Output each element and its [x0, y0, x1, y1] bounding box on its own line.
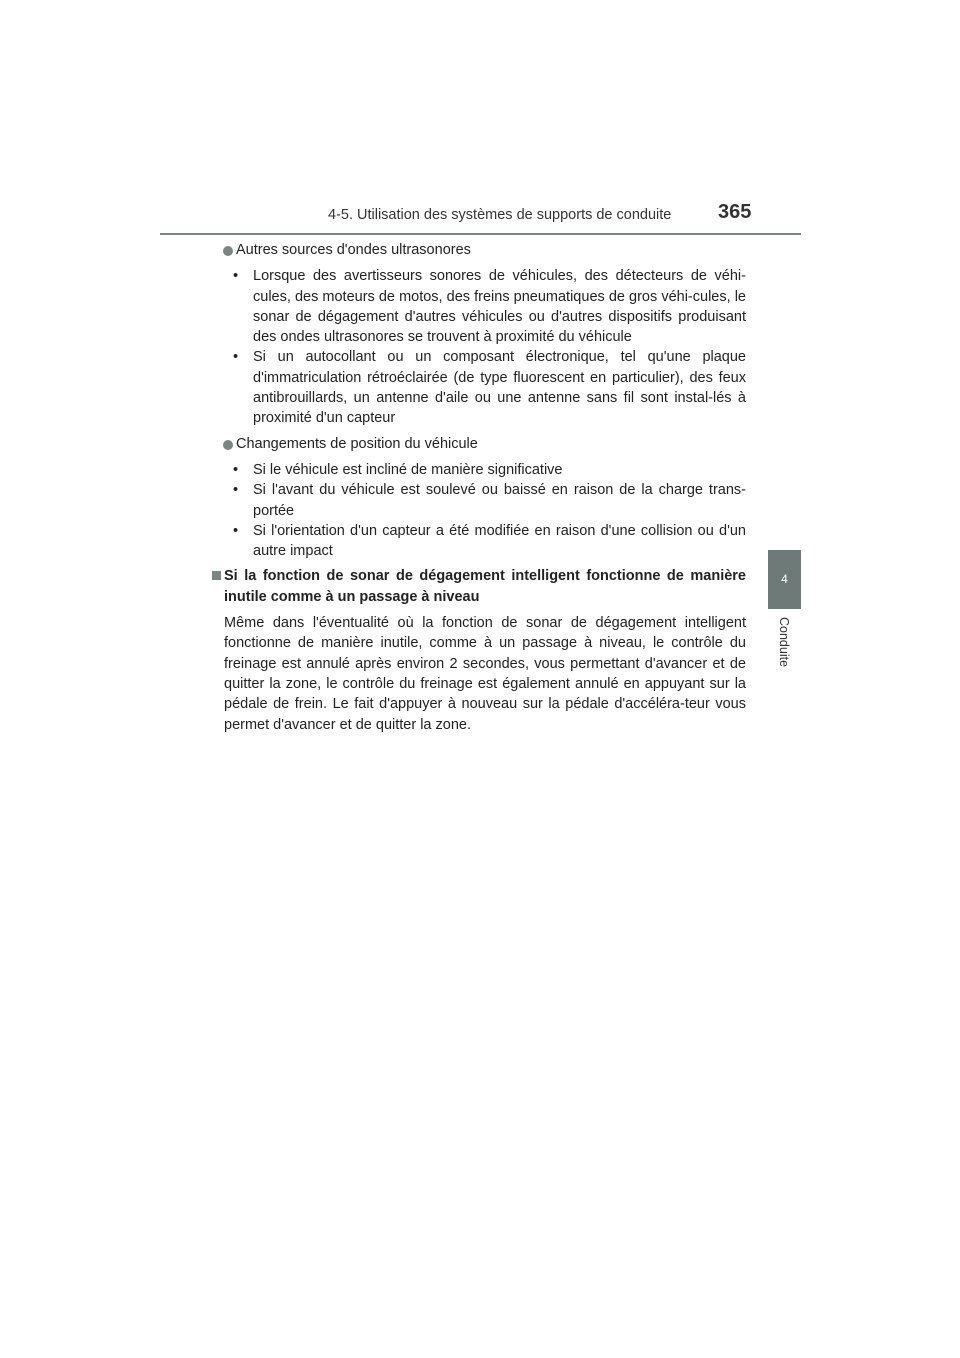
- list-item: [224, 347, 746, 428]
- list-item: [224, 480, 746, 521]
- list-item-text: Si le véhicule est incliné de manière significative: [253, 461, 563, 478]
- chapter-tab: 4: [768, 550, 801, 609]
- subsection-body: Même dans l'éventualité où la fonction de sonar de dégagement intelligent fonctionne de manière inutile, comme à un passage à niveau, le contrôle du freinage est annulé après environ 2 secondes, vous permettant d'avancer et de quitter la zone, le contrôle du freinage est également annulé en appuyant sur la pédale de frein. Le fait d'appuyer à nouveau sur la pédale d'accéléra-teur vous permet d'avancer et de quitter la zone.: [224, 615, 746, 733]
- page-number: 365: [718, 201, 752, 223]
- section-heading-text: Autres sources d'ondes ultrasonores: [236, 242, 471, 258]
- list-item-text: Si un autocollant ou un composant électronique, tel qu'une plaque d'immatriculation rétroéclairée (de type fluorescent en particulier), des feux antibrouillards, un antenne d'aile ou une antenne sans fil sont instal-lés à proximité d'un capteur: [253, 349, 746, 427]
- section-heading: [224, 434, 746, 454]
- subsection-heading: [224, 566, 746, 607]
- section-ultrasonic-sources: [224, 240, 746, 429]
- list-item: [224, 460, 746, 480]
- list-item-text: Si l'orientation d'un capteur a été modifiée en raison d'une collision ou d'un autre impact: [253, 522, 746, 560]
- item-list: [224, 266, 746, 428]
- item-bullet: •: [233, 522, 239, 539]
- section-vehicle-position: [224, 434, 746, 562]
- header-divider: [160, 233, 801, 235]
- list-item-text: Lorsque des avertisseurs sonores de véhicules, des détecteurs de véhi-cules, des moteurs de motos, des freins pneumatiques de gros véhi-cules, le sonar de dégagement d'autres véhicules ou d'autres dispositifs produisant des ondes ultrasonores se trouvent à proximité du véhicule: [253, 268, 746, 346]
- square-bullet-icon: [212, 571, 221, 580]
- item-bullet: •: [233, 268, 239, 285]
- list-item-text: Si l'avant du véhicule est soulevé ou baissé en raison de la charge trans-portée: [253, 482, 746, 519]
- item-bullet: •: [233, 349, 239, 366]
- chapter-section-title: 4-5. Utilisation des systèmes de supports de conduite: [328, 207, 672, 223]
- item-list: [224, 460, 746, 561]
- item-bullet: •: [233, 461, 239, 478]
- circle-bullet-icon: [223, 440, 233, 450]
- list-item: [224, 521, 746, 562]
- item-bullet: •: [233, 482, 239, 499]
- page-content: [224, 240, 746, 735]
- subsection-heading-text: Si la fonction de sonar de dégagement intelligent fonctionne de manière inutile comme à un passage à niveau: [224, 568, 746, 605]
- section-heading: [224, 240, 746, 260]
- section-heading-text: Changements de position du véhicule: [236, 435, 478, 452]
- chapter-tab-label: Conduite: [777, 617, 791, 668]
- circle-bullet-icon: [223, 246, 233, 256]
- list-item: [224, 266, 746, 347]
